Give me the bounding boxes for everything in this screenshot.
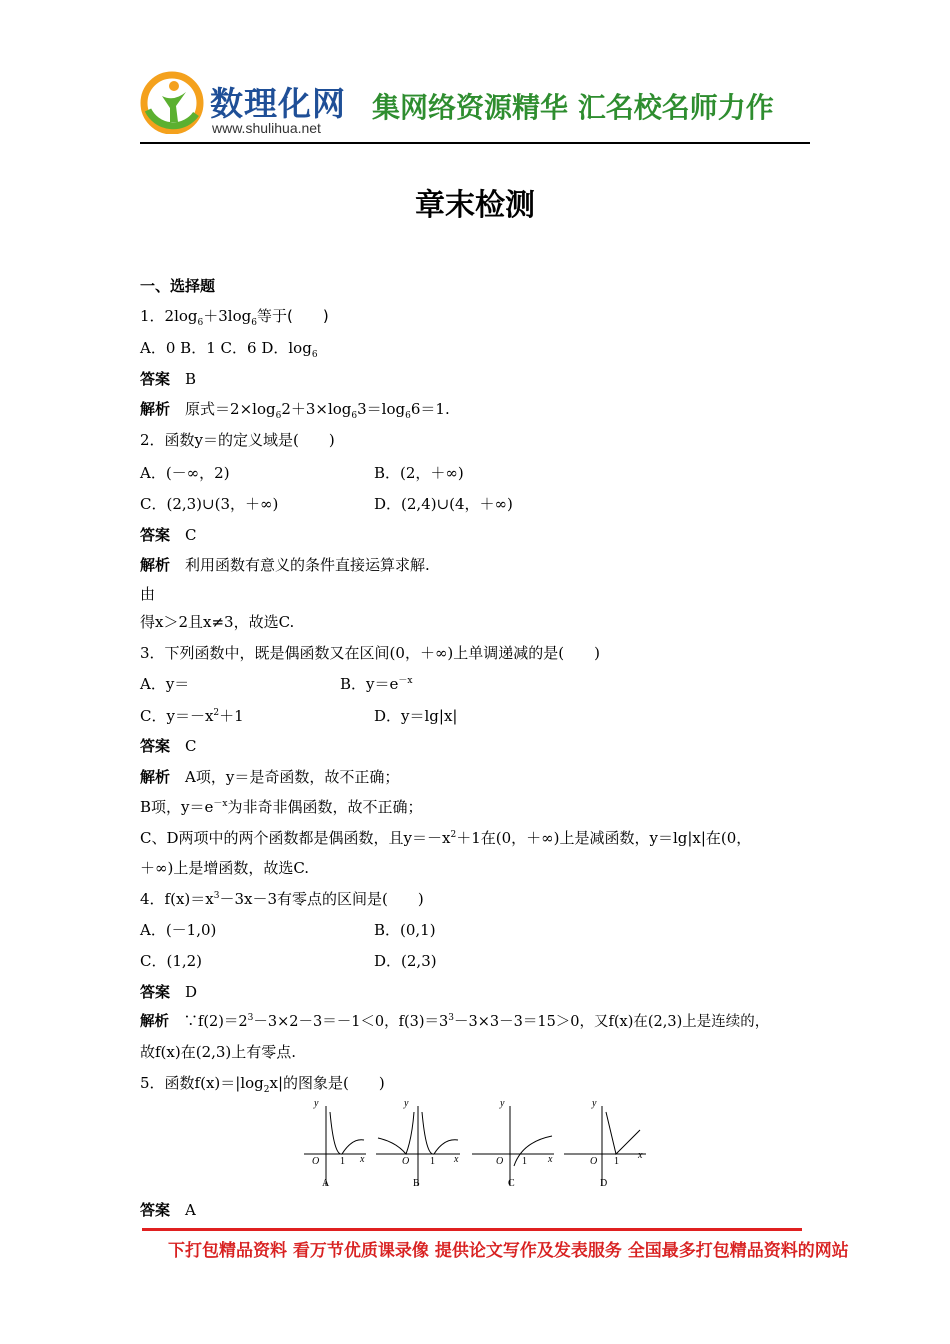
q4-option-c: C．(1,2) [140, 952, 203, 970]
q2-analysis-line3: 得x＞2且x≠3，故选C. [140, 613, 295, 631]
q3-analysis-line3: C、D两项中的两个函数都是偶函数，且$y=-x^2+1$在(0，＋∞)上是减函数，y＝lg|x|在(0， [140, 829, 752, 847]
graph-c-y-label: y [500, 1098, 505, 1109]
q2-option-b: B．(2，＋∞) [374, 464, 464, 482]
q2-option-c: C．(2,3)∪(3，＋∞) [140, 495, 279, 513]
graph-d-origin: O [590, 1156, 598, 1167]
q3-analysis-line4: ＋∞)上是增函数，故选C. [140, 859, 310, 877]
graph-b-origin: O [402, 1156, 410, 1167]
graph-a-x-label: x [360, 1154, 365, 1165]
q1-answer: 答案 B [140, 370, 197, 388]
q4-answer: 答案 D [140, 983, 198, 1001]
q1-option-d: D．$\log_6$ [261, 339, 318, 360]
graph-a-origin: O [312, 1156, 320, 1167]
q5-answer: 答案 A [140, 1201, 196, 1219]
graph-b-label: B [413, 1178, 420, 1189]
q3-analysis: 解析 A项，y＝是奇函数，故不正确； [140, 768, 400, 786]
q1-options [140, 338, 318, 358]
q3-answer: 答案 C [140, 737, 197, 755]
graph-a-y-label: y [314, 1098, 319, 1109]
q2-option-a: A．(－∞，2) [140, 464, 230, 482]
graph-d-y-label: y [592, 1098, 597, 1109]
brand-name: 数理化网 [210, 84, 346, 123]
q2-stem: 2．函数y＝的定义域是( ) [140, 431, 335, 449]
q4-option-b: B．(0,1) [374, 921, 436, 939]
q2-analysis: 解析 利用函数有意义的条件直接运算求解. [140, 556, 430, 574]
section-title: 一、选择题 [140, 277, 216, 295]
q2-option-d: D．(2,4)∪(4，＋∞) [374, 495, 513, 513]
q3-stem: 3．下列函数中，既是偶函数又在区间(0，＋∞)上单调递减的是( ) [140, 644, 600, 662]
q3-option-a: A．y＝ [140, 675, 190, 693]
graph-c-label: C [508, 1178, 515, 1189]
q4-analysis-line2: 故f(x)在(2,3)上有零点. [140, 1043, 297, 1061]
q2-answer: 答案 C [140, 526, 197, 544]
site-header [140, 66, 810, 144]
q1-analysis: 解析 原式$=2\times\log_62+3\times\log_63=\log_66=1$. [140, 400, 450, 421]
q4-stem: 4．$f(x)=x^3-3x-3$有零点的区间是( ) [140, 890, 424, 908]
q5-graph-a [304, 1098, 366, 1189]
q3-option-b: B．$y=e^{-x}$ [340, 675, 413, 693]
footer-banner[interactable]: 下打包精品资料 看万节优质课录像 提供论文写作及发表服务 全国最多打包精品资料的网站 [168, 1241, 849, 1261]
graph-d-x-label: x [638, 1150, 643, 1161]
graph-b-y-label: y [404, 1098, 409, 1109]
q3-option-d: D．y＝lg|x| [374, 707, 458, 725]
q2-analysis-line2: 由 [140, 585, 156, 603]
header-slogan: 集网络资源精华 汇名校名师力作 [372, 91, 774, 124]
q5-graph-b [376, 1098, 460, 1189]
graph-b-x-label: x [454, 1154, 459, 1165]
q4-analysis: 解析 $\because f(2)=2^3-3\times 2-3=-1<0$，$f(3)=3^3-3\times 3-3=15>0$，又f(x)在(2,3)上是连续的， [140, 1013, 770, 1030]
q3-option-c: C．$y=-x^2+1$ [140, 707, 244, 725]
logo-icon [140, 70, 204, 134]
footer-divider [142, 1228, 802, 1231]
q4-option-a: A．(－1,0) [140, 921, 217, 939]
q4-option-d: D．(2,3) [374, 952, 437, 970]
q1-option-c: C．6 [220, 339, 257, 357]
q5-stem: 5．函数$f(x)=|\log_2x|$的图象是( ) [140, 1074, 385, 1095]
q5-graph-c [472, 1098, 554, 1189]
header-divider [140, 142, 810, 144]
page-title: 章末检测 [415, 188, 535, 223]
brand-url: www.shulihua.net [212, 120, 321, 136]
graph-a-label: A [322, 1178, 330, 1189]
q1-option-a: A．0 [140, 339, 176, 357]
q3-analysis-line2: B项，$y=e^{-x}$为非奇非偶函数，故不正确； [140, 798, 423, 816]
q1-option-b: B．1 [180, 339, 216, 357]
graph-c-one: 1 [522, 1156, 527, 1167]
q5-graph-options [300, 1098, 660, 1193]
graph-c-origin: O [496, 1156, 504, 1167]
graph-b-one: 1 [430, 1156, 435, 1167]
graph-c-x-label: x [548, 1154, 553, 1165]
graph-a-one: 1 [340, 1156, 345, 1167]
q1-stem: 1．$2\log_6+3\log_6$等于( ) [140, 307, 329, 328]
q5-graph-d [564, 1098, 646, 1189]
graph-d-one: 1 [614, 1156, 619, 1167]
graph-d-label: D [600, 1178, 608, 1189]
